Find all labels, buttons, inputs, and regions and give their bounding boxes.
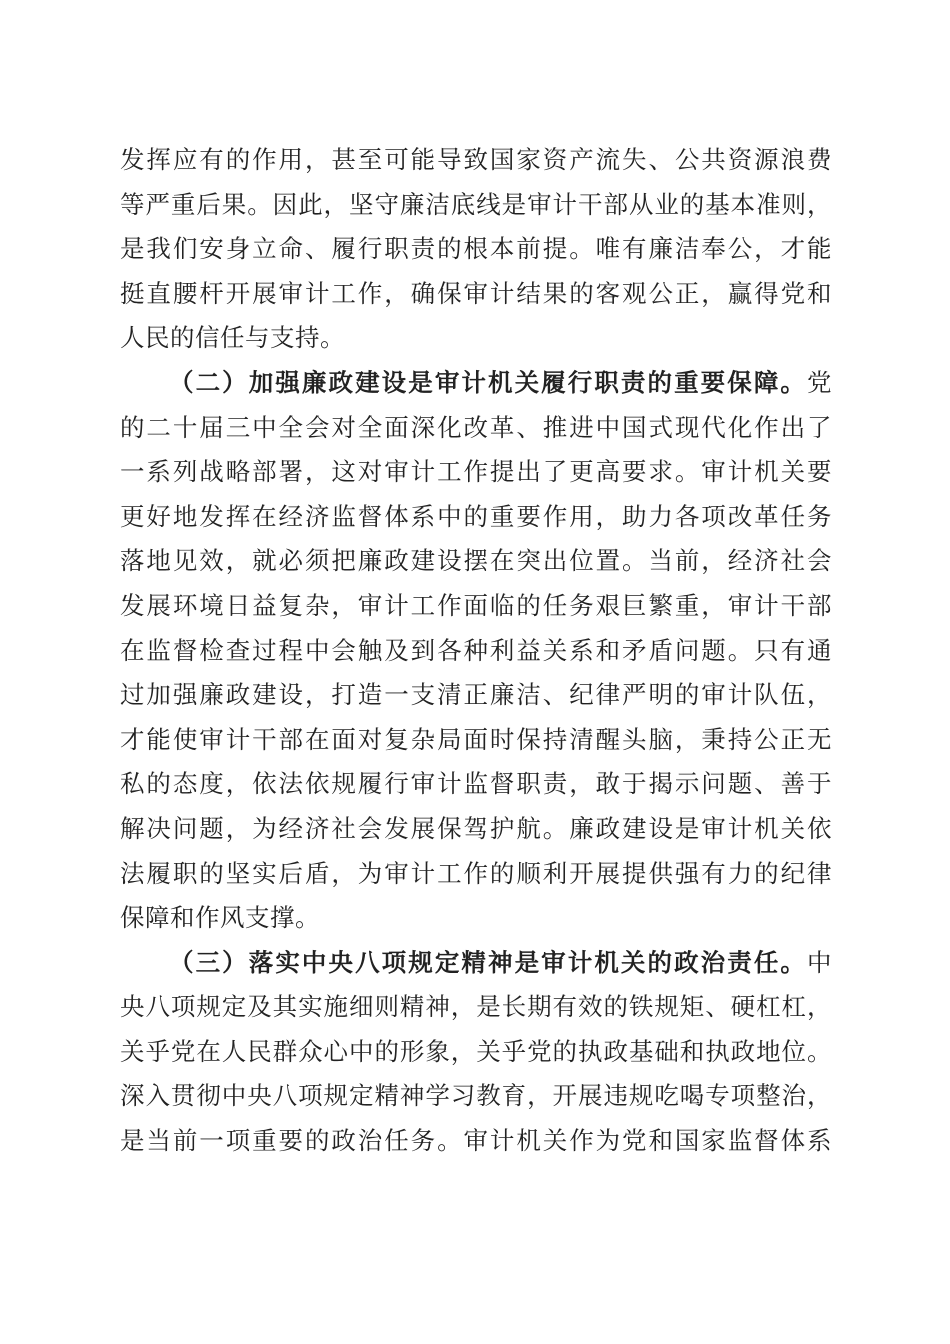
paragraph-line: 发展环境日益复杂，审计工作面临的任务艰巨繁重，审计干部 [120,590,832,620]
document-body [120,138,832,1164]
section-3-first-line [120,941,832,986]
paragraph-line: 一系列战略部署，这对审计工作提出了更高要求。审计机关要 [120,457,832,487]
paragraph-line: 挺直腰杆开展审计工作，确保审计结果的客观公正，赢得党和 [120,278,832,308]
paragraph-line: 是当前一项重要的政治任务。审计机关作为党和国家监督体系 [120,1126,832,1156]
paragraph-line: 解决问题，为经济社会发展保驾护航。廉政建设是审计机关依 [120,813,832,843]
section-2-first-line-text: 党 [807,367,832,397]
paragraph-line: 才能使审计干部在面对复杂局面时保持清醒头脑，秉持公正无 [120,724,832,754]
section-2-heading: （二）加强廉政建设是审计机关履行职责的重要保障。 [169,367,807,397]
paragraph-line: 私的态度，依法依规履行审计监督职责，敢于揭示问题、善于 [120,769,832,799]
paragraph-line: 人民的信任与支持。 [120,323,345,353]
section-3-first-line-text: 中 [807,947,832,977]
paragraph-line: 央八项规定及其实施细则精神，是长期有效的铁规矩、硬杠杠， [120,992,832,1022]
paragraph-line: 保障和作风支撑。 [120,903,320,933]
paragraph-line: 过加强廉政建设，打造一支清正廉洁、纪律严明的审计队伍， [120,680,832,710]
paragraph-line: 深入贯彻中央八项规定精神学习教育，开展违规吃喝专项整治， [120,1081,832,1111]
paragraph-line: 关乎党在人民群众心中的形象，关乎党的执政基础和执政地位。 [120,1036,832,1066]
paragraph-line: 法履职的坚实后盾，为审计工作的顺利开展提供强有力的纪律 [120,858,832,888]
paragraph-line: 发挥应有的作用，甚至可能导致国家资产流失、公共资源浪费 [120,145,832,174]
paragraph-line: 更好地发挥在经济监督体系中的重要作用，助力各项改革任务 [120,501,832,531]
paragraph-line: 落地见效，就必须把廉政建设摆在突出位置。当前，经济社会 [120,546,832,576]
paragraph-line: 在监督检查过程中会触及到各种利益关系和矛盾问题。只有通 [120,635,832,665]
section-2-first-line [120,361,832,406]
paragraph-line: 的二十届三中全会对全面深化改革、推进中国式现代化作出了 [120,412,832,442]
section-3-heading: （三）落实中央八项规定精神是审计机关的政治责任。 [169,947,807,977]
paragraph-line: 是我们安身立命、履行职责的根本前提。唯有廉洁奉公，才能 [120,234,832,264]
paragraph-line: 等严重后果。因此，坚守廉洁底线是审计干部从业的基本准则， [120,189,832,219]
